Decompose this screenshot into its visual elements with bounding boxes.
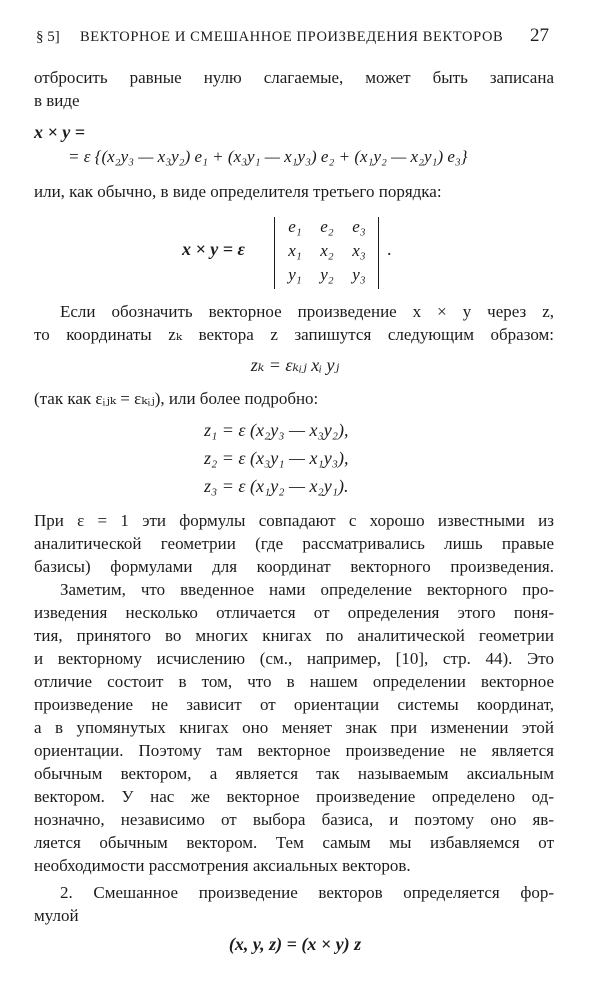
- determinant-cell: x₃: [352, 241, 366, 260]
- determinant-lhs: x × y = ε: [182, 239, 245, 259]
- text-line: (так как εᵢⱼₖ = εₖᵢⱼ), или более подробно:: [34, 389, 319, 408]
- text-line: обычным вектором, а является так называемым аксиальным: [34, 764, 554, 783]
- text-line: 2. Смешанное произведение векторов определяется фор-: [60, 883, 554, 902]
- formula-z3: z₃ = ε (x₁y₂ — x₂y₁).: [204, 476, 349, 496]
- text-line: аналитической геометрии (где рассматривались лишь правые: [34, 534, 554, 553]
- determinant-formula: [182, 217, 412, 289]
- determinant-end: .: [387, 239, 392, 259]
- determinant-cell: e₁: [288, 217, 302, 236]
- formula-mixed-product: (x, y, z) = (x × y) z: [228, 934, 362, 954]
- text-line: произведение не зависит от ориентации системы координат,: [34, 695, 554, 714]
- text-line: то координаты zₖ вектора z запишутся следующим образом:: [34, 325, 554, 344]
- text-line: базисы) формулами для координат векторного произведения.: [34, 557, 554, 576]
- determinant-cell: x₁: [288, 241, 302, 260]
- determinant-bar-right: [378, 217, 379, 289]
- page-number: 27: [530, 25, 549, 46]
- text-line: изведения несколько отличается от определения этого поня-: [34, 603, 554, 622]
- determinant-cell: e₂: [320, 217, 334, 236]
- text-line: вектором. У нас же векторное произведение определено од-: [34, 787, 554, 806]
- formula-z2: z₂ = ε (x₃y₁ — x₁y₃),: [204, 448, 349, 468]
- text-line: тия, принятого во многих книгах по аналитической геометрии: [34, 626, 554, 645]
- formula-z1: z₁ = ε (x₂y₃ — x₃y₂),: [204, 420, 349, 440]
- text-line: Заметим, что введенное нами определение векторного про-: [60, 580, 554, 599]
- formula-expansion: = ε {(x₂y₃ — x₃y₂) e₁ + (x₃y₁ — x₁y₃) e₂ + (x₁y₂ — x₂y₁) e₃}: [68, 147, 468, 166]
- running-header: ВЕКТОРНОЕ И СМЕШАННОЕ ПРОИЗВЕДЕНИЯ ВЕКТОРОВ: [80, 29, 504, 45]
- text-line: ляется обычным вектором. Тем самым мы избавляемся от: [34, 833, 554, 852]
- text-line: необходимости рассмотрения аксиальных векторов.: [34, 856, 411, 875]
- determinant-cell: y₂: [320, 265, 334, 284]
- text-line: а в упомянутых книгах оно меняет знак при изменении этой: [34, 718, 554, 737]
- text-line: Если обозначить векторное произведение x × y через z,: [60, 302, 554, 321]
- determinant-bar-left: [274, 217, 275, 289]
- text-line: и векторному исчислению (см., например, [10], стр. 44). Это: [34, 649, 554, 668]
- text-line: отличие состоит в том, что в нашем определении векторное: [34, 672, 554, 691]
- text-line: При ε = 1 эти формулы совпадают с хорошо известными из: [34, 511, 554, 530]
- text-line: мулой: [34, 906, 79, 925]
- formula-index: zₖ = εₖᵢⱼ xᵢ yⱼ: [250, 355, 340, 375]
- text-line: или, как обычно, в виде определителя третьего порядка:: [34, 182, 442, 201]
- text-line: ориентации. Поэтому там векторное произведение не является: [34, 741, 554, 760]
- formula-lhs: x × y =: [34, 122, 86, 142]
- text-line: в виде: [34, 91, 80, 110]
- determinant-cell: x₂: [320, 241, 334, 260]
- determinant-cell: e₃: [352, 217, 366, 236]
- text-line: нозначно, независимо от выбора базиса, и поэтому оно яв-: [34, 810, 554, 829]
- determinant-cell: y₁: [288, 265, 302, 284]
- determinant-cell: y₃: [352, 265, 366, 284]
- section-marker: § 5]: [36, 29, 60, 45]
- text-line: отбросить равные нулю слагаемые, может быть записана: [34, 68, 554, 87]
